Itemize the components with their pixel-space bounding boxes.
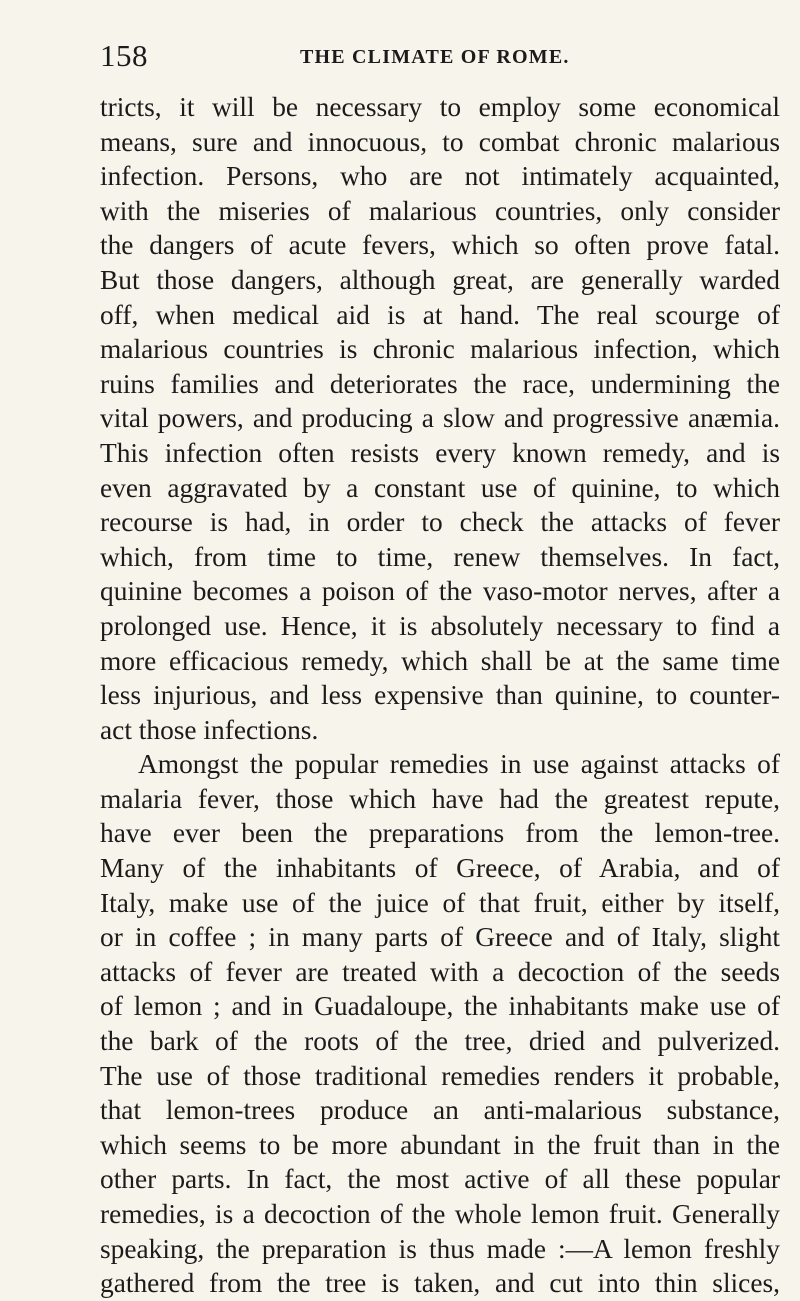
text-line: recourse is had, in order to check the attacks of fever bbox=[100, 507, 780, 538]
text-line: remedies, is a decoction of the whole lemon fruit. Generally bbox=[100, 1199, 780, 1229]
text-line: ruins families and deteriorates the race, undermining the bbox=[100, 368, 780, 399]
text-line: means, sure and innocuous, to combat chronic malarious bbox=[100, 126, 780, 157]
body-text bbox=[100, 90, 780, 1301]
text-line: of lemon ; and in Guadaloupe, the inhabitants make use of bbox=[100, 991, 780, 1022]
text-line: vital powers, and producing a slow and progressive anæmia. bbox=[100, 403, 780, 434]
text-line: malarious countries is chronic malarious infection, which bbox=[100, 334, 780, 365]
text-line: less injurious, and less expensive than quinine, to counter- bbox=[100, 680, 780, 711]
text-line: Many of the inhabitants of Greece, of Arabia, and of bbox=[100, 853, 780, 884]
paragraph-2 bbox=[100, 747, 780, 1301]
text-line: with the miseries of malarious countries, only consider bbox=[100, 195, 780, 226]
text-line: the dangers of acute fevers, which so often prove fatal. bbox=[100, 230, 780, 261]
text-line: other parts. In fact, the most active of all these popular bbox=[100, 1164, 780, 1195]
text-line: more efficacious remedy, which shall be at the same time bbox=[100, 645, 780, 676]
text-line: tricts, it will be necessary to employ some economical bbox=[100, 92, 780, 122]
text-line: or in coffee ; in many parts of Greece and of Italy, slight bbox=[100, 922, 780, 953]
paragraph-1 bbox=[100, 90, 780, 747]
text-line: gathered from the tree is taken, and cut into thin slices, bbox=[100, 1268, 780, 1299]
text-line: attacks of fever are treated with a decoction of the seeds bbox=[100, 956, 780, 987]
page-number: 158 bbox=[100, 38, 148, 73]
page-header bbox=[100, 36, 768, 76]
text-line: The use of those traditional remedies renders it probable, bbox=[100, 1060, 780, 1091]
text-line: off, when medical aid is at hand. The real scourge of bbox=[100, 299, 780, 330]
text-line: have ever been the preparations from the lemon-tree. bbox=[100, 818, 780, 849]
text-line: which, from time to time, renew themselves. In fact, bbox=[100, 541, 780, 572]
text-line: that lemon-trees produce an anti-malarious substance, bbox=[100, 1095, 780, 1126]
text-line: malaria fever, those which have had the greatest repute, bbox=[100, 783, 780, 814]
text-line: infection. Persons, who are not intimately acquainted, bbox=[100, 161, 780, 192]
text-line: quinine becomes a poison of the vaso-motor nerves, after a bbox=[100, 576, 780, 607]
text-line: which seems to be more abundant in the fruit than in the bbox=[100, 1129, 780, 1160]
text-line: the bark of the roots of the tree, dried and pulverized. bbox=[100, 1026, 780, 1057]
text-line: Italy, make use of the juice of that fruit, either by itself, bbox=[100, 887, 780, 918]
text-line: act those infections. bbox=[100, 714, 319, 745]
running-head: THE CLIMATE OF ROME. bbox=[300, 46, 570, 68]
text-line: But those dangers, although great, are generally warded bbox=[100, 264, 780, 295]
text-line: prolonged use. Hence, it is absolutely necessary to find a bbox=[100, 610, 780, 641]
text-line: even aggravated by a constant use of quinine, to which bbox=[100, 472, 780, 503]
text-line: speaking, the preparation is thus made :—A lemon freshly bbox=[100, 1233, 780, 1264]
text-line: This infection often resists every known remedy, and is bbox=[100, 437, 780, 468]
text-line: Amongst the popular remedies in use against attacks of bbox=[138, 749, 780, 780]
